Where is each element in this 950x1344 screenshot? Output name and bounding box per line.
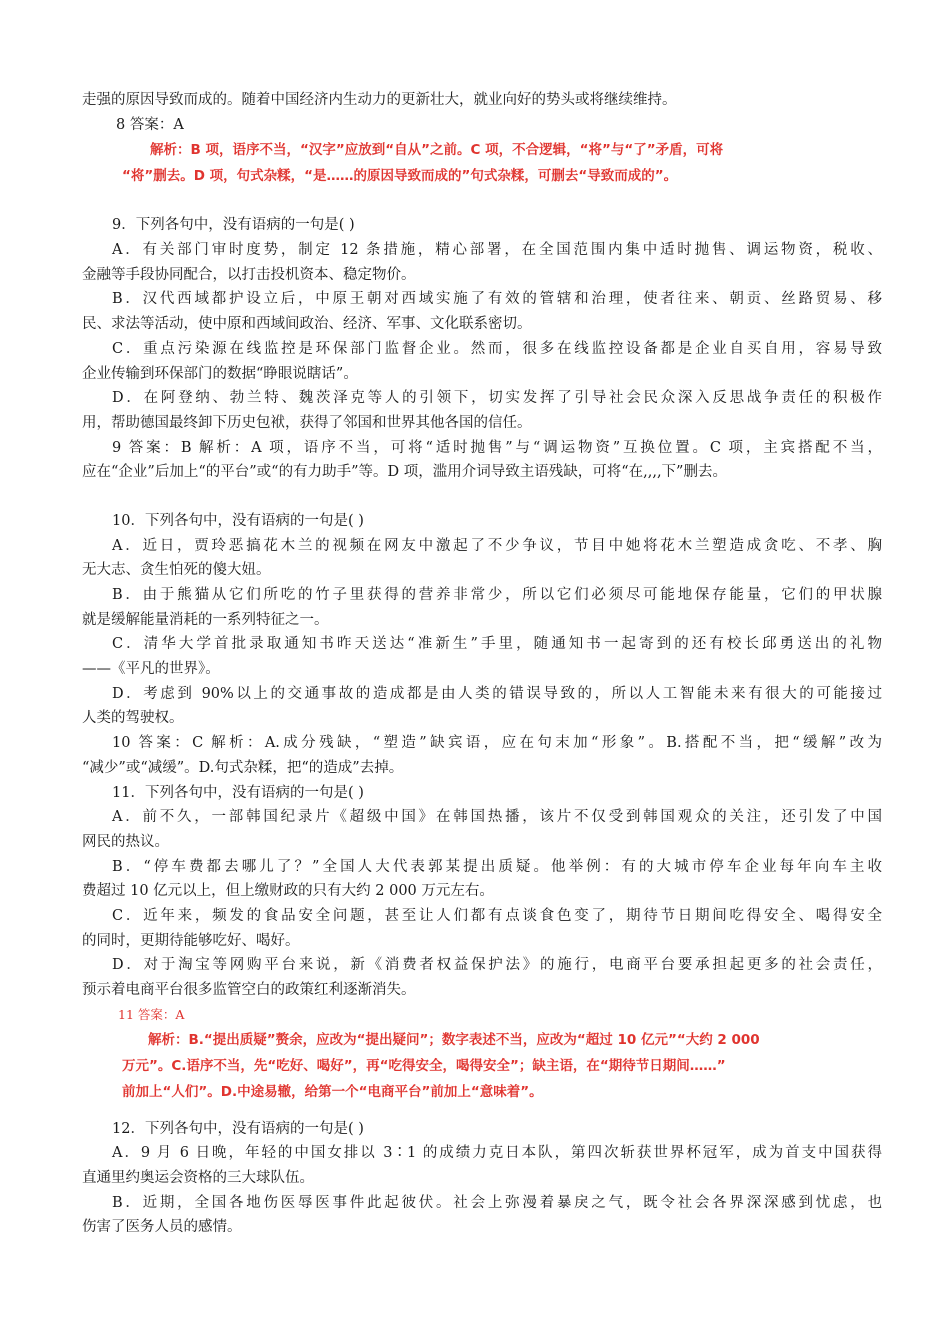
question-12: 12．下列各句中，没有语病的一句是( ) xyxy=(112,1120,364,1137)
document-page xyxy=(82,88,882,1240)
option-9d: D．在阿登纳、勃兰特、魏茨泽克等人的引领下，切实发挥了引导社会民众深入反思战争责任的积极作 xyxy=(112,390,882,407)
option-9a: A．有关部门审时度势，制定 12 条措施，精心部署，在全国范围内集中适时抛售、调运物资，税收、 xyxy=(112,242,882,259)
option-9b-cont: 民、求法等活动，使中原和西域间政治、经济、军事、文化联系密切。 xyxy=(82,316,532,333)
option-12b-cont: 伤害了医务人员的感情。 xyxy=(82,1219,242,1236)
question-11: 11．下列各句中，没有语病的一句是( ) xyxy=(112,784,364,801)
option-9a-cont: 金融等手段协同配合，以打击投机资本、稳定物价。 xyxy=(82,266,416,283)
analysis-11-image xyxy=(82,1027,882,1105)
answer-11: 11 答案：A xyxy=(118,1006,185,1022)
question-10: 10．下列各句中，没有语病的一句是( ) xyxy=(112,512,364,529)
analysis-line: 万元”。C.语序不当，先“吃好、喝好”，再“吃得安全，喝得安全”；缺主语，在“期待节日期间……” xyxy=(122,1057,726,1074)
option-10b-cont: 就是缓解能量消耗的一系列特征之一。 xyxy=(82,611,329,628)
analysis-8-image xyxy=(82,137,882,189)
option-9b: B．汉代西域都护设立后，中原王朝对西域实施了有效的管辖和治理，使者往来、朝贡、丝路贸易、移 xyxy=(112,291,882,308)
option-11a-cont: 网民的热议。 xyxy=(82,833,169,850)
option-11c-cont: 的同时，更期待能够吃好、喝好。 xyxy=(82,932,300,949)
analysis-line: 前加上“人们”。D.中途易辙，给第一个“电商平台”前加上“意味着”。 xyxy=(122,1083,543,1100)
option-10c-cont: ——《平凡的世界》。 xyxy=(82,661,220,678)
answer-8: 8 答案：A xyxy=(116,116,184,133)
option-9d-cont: 用，帮助德国最终卸下历史包袱，获得了邻国和世界其他各国的信任。 xyxy=(82,414,532,431)
analysis-line: 解析：B 项，语序不当，“汉字”应放到“自从”之前。C 项，不合逻辑，“将”与“了”矛盾，可将 xyxy=(150,142,724,159)
text-line: 走强的原因导致而成的。随着中国经济内生动力的更新壮大，就业向好的势头或将继续维持。 xyxy=(82,92,677,108)
option-10c: C．清华大学首批录取通知书昨天送达“准新生”手里，随通知书一起寄到的还有校长邱勇送出的礼物 xyxy=(112,636,882,653)
option-11d-cont: 预示着电商平台很多监管空白的政策红利逐渐消失。 xyxy=(82,982,416,998)
option-11b-cont: 费超过 10 亿元以上，但上缴财政的只有大约 2 000 万元左右。 xyxy=(82,883,494,900)
answer-9-cont: 应在“企业”后加上“的平台”或“的有力助手”等。D 项，滥用介词导致主语残缺，可将“在,,,,下”删去。 xyxy=(82,464,727,481)
option-11b: B．“停车费都去哪儿了？”全国人大代表郭某提出质疑。他举例：有的大城市停车企业每年向车主收 xyxy=(112,858,882,875)
option-9c-cont: 企业传输到环保部门的数据“睁眼说瞎话”。 xyxy=(82,365,358,382)
analysis-line: 解析：B.“提出质疑”赘余，应改为“提出疑问”；数字表述不当，应改为“超过 10 亿元”“大约 2 000 xyxy=(148,1031,760,1048)
analysis-line: “将”删去。D 项，句式杂糅，“是……的原因导致而成的”句式杂糅，可删去“导致而成的”。 xyxy=(122,168,678,185)
option-12a-cont: 直通里约奥运会资格的三大球队伍。 xyxy=(82,1170,314,1187)
question-9: 9．下列各句中，没有语病的一句是( ) xyxy=(112,217,355,234)
option-12b: B．近期，全国各地伤医辱医事件此起彼伏。社会上弥漫着暴戾之气，既令社会各界深深感到忧虑，也 xyxy=(112,1194,882,1211)
option-10a: A．近日，贾玲恶搞花木兰的视频在网友中激起了不少争议，节目中她将花木兰塑造成贪吃、不孝、胸 xyxy=(112,537,882,554)
option-11d: D．对于淘宝等网购平台来说，新《消费者权益保护法》的施行，电商平台要承担起更多的社会责任， xyxy=(112,957,882,974)
answer-10: 10 答案：C 解析：A.成分残缺，“塑造”缺宾语，应在句末加“形象”。B.搭配不当，把“缓解”改为 xyxy=(112,735,882,752)
option-10d-cont: 人类的驾驶权。 xyxy=(82,710,184,727)
option-10d: D．考虑到 90%以上的交通事故的造成都是由人类的错误导致的，所以人工智能未来有很大的可能接过 xyxy=(112,685,882,702)
option-9c: C．重点污染源在线监控是环保部门监督企业。然而，很多在线监控设备都是企业自买自用，容易导致 xyxy=(112,340,882,357)
option-11a: A．前不久，一部韩国纪录片《超级中国》在韩国热播，该片不仅受到韩国观众的关注，还引发了中国 xyxy=(112,809,882,826)
answer-10-cont: “减少”或“减缓”。D.句式杂糅，把“的造成”去掉。 xyxy=(82,759,404,776)
option-12a: A．9 月 6 日晚，年轻的中国女排以 3∶1 的成绩力克日本队，第四次斩获世界杯冠军，成为首支中国获得 xyxy=(112,1145,882,1162)
answer-9: 9 答案：B 解析：A 项，语序不当，可将“适时抛售”与“调运物资”互换位置。C 项，主宾搭配不当， xyxy=(112,439,882,456)
option-10b: B．由于熊猫从它们所吃的竹子里获得的营养非常少，所以它们必须尽可能地保存能量，它们的甲状腺 xyxy=(112,587,882,603)
option-11c: C．近年来，频发的食品安全问题，甚至让人们都有点谈食色变了，期待节日期间吃得安全、喝得安全 xyxy=(112,907,882,924)
option-10a-cont: 无大志、贪生怕死的傻大妞。 xyxy=(82,562,271,579)
